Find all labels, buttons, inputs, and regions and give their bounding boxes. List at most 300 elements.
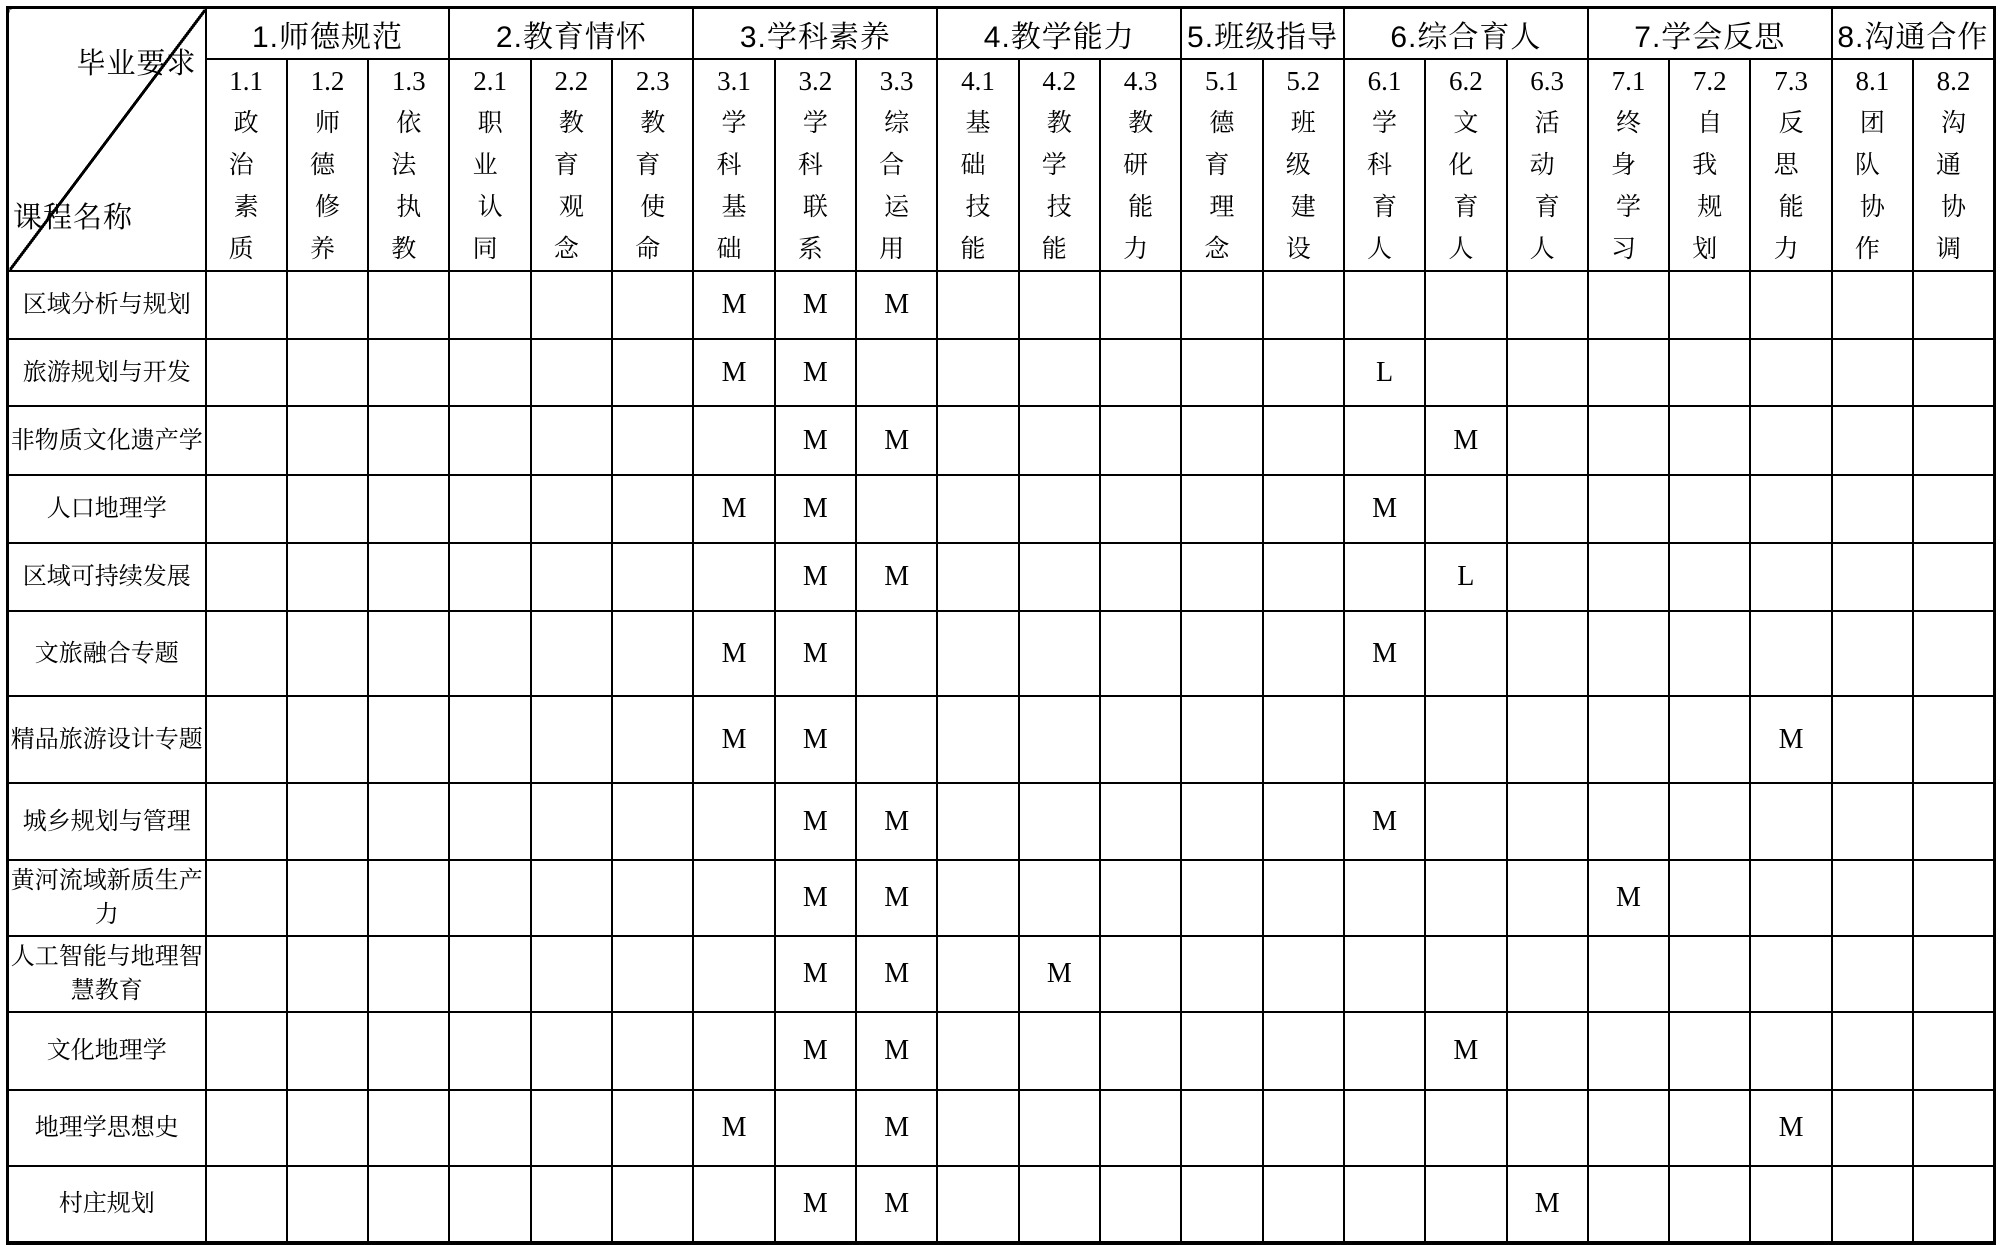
mark-cell-7.3 (1750, 1166, 1831, 1243)
mark-cell-2.3 (612, 1166, 693, 1243)
mark-cell-4.2 (1019, 783, 1100, 860)
mark-cell-7.1 (1588, 696, 1669, 783)
group-header-4: 4.教学能力 (937, 8, 1181, 60)
course-row (8, 406, 1995, 475)
mark-cell-2.3 (612, 936, 693, 1012)
mark-cell-8.2 (1913, 406, 1994, 475)
mark-cell-4.1 (937, 1090, 1018, 1166)
mark-cell-7.3 (1750, 543, 1831, 611)
mark-cell-3.2: M (775, 1012, 856, 1090)
mark-cell-1.3 (368, 1012, 449, 1090)
mark-cell-1.1 (206, 611, 287, 696)
mark-cell-2.2 (531, 475, 612, 543)
mark-cell-2.2 (531, 271, 612, 339)
mark-cell-6.3 (1507, 936, 1588, 1012)
mark-cell-7.2 (1669, 406, 1750, 475)
mark-cell-1.3 (368, 1090, 449, 1166)
mark-cell-6.2 (1425, 696, 1506, 783)
mark-cell-4.3 (1100, 475, 1181, 543)
group-header-2: 2.教育情怀 (449, 8, 693, 60)
mark-cell-3.2: M (775, 1166, 856, 1243)
mark-cell-3.1 (693, 406, 774, 475)
mark-cell-2.2 (531, 860, 612, 936)
mark-cell-1.1 (206, 936, 287, 1012)
indicator-code: 1.1 (229, 66, 264, 96)
mark-cell-3.1: M (693, 611, 774, 696)
mark-cell-6.3 (1507, 1090, 1588, 1166)
indicator-name-line2: 联系 (797, 192, 838, 263)
indicator-code: 2.1 (473, 66, 507, 96)
mark-cell-4.2 (1019, 543, 1100, 611)
mark-cell-8.2 (1913, 475, 1994, 543)
mark-cell-2.1 (449, 543, 530, 611)
mark-cell-2.1 (449, 696, 530, 783)
mark-cell-4.3 (1100, 339, 1181, 406)
indicator-code: 3.3 (879, 66, 914, 96)
group-header-7: 7.学会反思 (1588, 8, 1832, 60)
mark-cell-6.2 (1425, 783, 1506, 860)
mark-cell-2.3 (612, 271, 693, 339)
indicator-name-line1: 学科 (1367, 108, 1408, 179)
course-name-cell: 人口地理学 (8, 475, 206, 543)
mark-cell-4.3 (1100, 783, 1181, 860)
mark-cell-7.2 (1669, 1166, 1750, 1243)
mark-cell-2.3 (612, 543, 693, 611)
mark-cell-6.2: M (1425, 406, 1506, 475)
mark-cell-1.2 (287, 1090, 368, 1166)
mark-cell-1.3 (368, 271, 449, 339)
mark-cell-7.3 (1750, 783, 1831, 860)
mark-cell-1.2 (287, 406, 368, 475)
mark-cell-5.1 (1181, 783, 1262, 860)
mark-cell-1.2 (287, 339, 368, 406)
mark-cell-5.2 (1263, 475, 1344, 543)
mark-cell-3.2: M (775, 271, 856, 339)
mark-cell-3.3: M (856, 406, 937, 475)
mark-cell-1.1 (206, 696, 287, 783)
mark-cell-1.1 (206, 271, 287, 339)
mark-cell-2.2 (531, 406, 612, 475)
course-name-cell: 文旅融合专题 (8, 611, 206, 696)
mark-cell-6.3 (1507, 339, 1588, 406)
mark-cell-2.3 (612, 783, 693, 860)
indicator-name-line1: 教育 (635, 108, 676, 179)
mark-cell-4.1 (937, 543, 1018, 611)
group-header-6: 6.综合育人 (1344, 8, 1588, 60)
indicator-code: 3.1 (717, 66, 751, 96)
indicator-header-row (8, 59, 1995, 271)
mark-cell-5.2 (1263, 1090, 1344, 1166)
mark-cell-6.1 (1344, 1166, 1425, 1243)
mark-cell-5.2 (1263, 611, 1344, 696)
mark-cell-1.2 (287, 1166, 368, 1243)
indicator-name-line2: 学习 (1610, 192, 1651, 263)
mark-cell-1.3 (368, 339, 449, 406)
mark-cell-7.2 (1669, 475, 1750, 543)
mark-cell-6.1 (1344, 271, 1425, 339)
indicator-name-line2: 建设 (1285, 192, 1326, 263)
mark-cell-3.1 (693, 1166, 774, 1243)
indicator-name-line1: 学科 (797, 108, 838, 179)
mark-cell-6.2 (1425, 339, 1506, 406)
indicator-name-line2: 理念 (1204, 192, 1245, 263)
mark-cell-4.3 (1100, 1090, 1181, 1166)
mark-cell-3.3: M (856, 783, 937, 860)
mark-cell-6.2 (1425, 860, 1506, 936)
mark-cell-7.1 (1588, 1012, 1669, 1090)
indicator-header-3.1 (693, 59, 774, 271)
indicator-header-5.1 (1181, 59, 1262, 271)
mark-cell-7.1 (1588, 543, 1669, 611)
mark-cell-1.1 (206, 1012, 287, 1090)
course-row (8, 1012, 1995, 1090)
mark-cell-2.2 (531, 611, 612, 696)
course-row (8, 783, 1995, 860)
mark-cell-7.1 (1588, 1166, 1669, 1243)
mark-cell-4.2 (1019, 1166, 1100, 1243)
course-row (8, 339, 1995, 406)
mark-cell-1.2 (287, 936, 368, 1012)
indicator-name-line1: 综合 (879, 108, 920, 179)
mark-cell-7.3 (1750, 1012, 1831, 1090)
mark-cell-2.1 (449, 936, 530, 1012)
mark-cell-4.2 (1019, 860, 1100, 936)
course-row (8, 696, 1995, 783)
mark-cell-7.3 (1750, 339, 1831, 406)
indicator-name-line1: 学科 (716, 108, 757, 179)
indicator-header-4.3 (1100, 59, 1181, 271)
mark-cell-1.3 (368, 696, 449, 783)
mark-cell-8.1 (1832, 1166, 1913, 1243)
mark-cell-6.1 (1344, 1012, 1425, 1090)
mark-cell-8.1 (1832, 696, 1913, 783)
mark-cell-4.3 (1100, 543, 1181, 611)
mark-cell-3.1: M (693, 271, 774, 339)
mark-cell-4.1 (937, 1012, 1018, 1090)
mark-cell-4.3 (1100, 406, 1181, 475)
indicator-name-line1: 沟通 (1936, 108, 1977, 179)
mark-cell-5.1 (1181, 696, 1262, 783)
indicator-name-line1: 自我 (1692, 108, 1733, 179)
indicator-name-line1: 师德 (309, 108, 350, 179)
mark-cell-6.3 (1507, 543, 1588, 611)
mark-cell-2.2 (531, 783, 612, 860)
indicator-name-line1: 教学 (1041, 108, 1082, 179)
mark-cell-6.1: M (1344, 475, 1425, 543)
mark-cell-7.2 (1669, 1090, 1750, 1166)
mark-cell-2.1 (449, 1166, 530, 1243)
indicator-header-8.2 (1913, 59, 1994, 271)
indicator-name-line2: 基础 (716, 192, 757, 263)
mark-cell-2.1 (449, 475, 530, 543)
indicator-header-6.3 (1507, 59, 1588, 271)
course-name-cell: 精品旅游设计专题 (8, 696, 206, 783)
mark-cell-1.3 (368, 1166, 449, 1243)
mark-cell-3.1: M (693, 1090, 774, 1166)
mark-cell-4.2 (1019, 339, 1100, 406)
indicator-name-line1: 德育 (1204, 108, 1245, 179)
mark-cell-3.3: M (856, 1166, 937, 1243)
indicator-name-line1: 职业 (472, 108, 513, 179)
mark-cell-3.2: M (775, 696, 856, 783)
mark-cell-3.3 (856, 611, 937, 696)
mark-cell-5.2 (1263, 339, 1344, 406)
mark-cell-6.2 (1425, 936, 1506, 1012)
mark-cell-7.2 (1669, 860, 1750, 936)
mark-cell-8.1 (1832, 543, 1913, 611)
indicator-name-line2: 规划 (1692, 192, 1733, 263)
indicator-name-line1: 反思 (1773, 108, 1814, 179)
mark-cell-4.2 (1019, 1012, 1100, 1090)
indicator-header-3.3 (856, 59, 937, 271)
mark-cell-3.2: M (775, 543, 856, 611)
table-header (8, 8, 1995, 272)
indicator-code: 6.3 (1530, 66, 1565, 96)
indicator-code: 4.3 (1123, 66, 1158, 96)
mark-cell-3.1 (693, 936, 774, 1012)
indicator-name-line2: 育人 (1367, 192, 1408, 263)
mark-cell-6.3 (1507, 611, 1588, 696)
mark-cell-4.1 (937, 271, 1018, 339)
indicator-header-2.2 (531, 59, 612, 271)
mark-cell-1.2 (287, 1012, 368, 1090)
mark-cell-3.3 (856, 475, 937, 543)
indicator-header-2.1 (449, 59, 530, 271)
mark-cell-2.3 (612, 860, 693, 936)
mark-cell-3.2: M (775, 611, 856, 696)
mark-cell-6.2 (1425, 475, 1506, 543)
mark-cell-1.3 (368, 936, 449, 1012)
mark-cell-7.2 (1669, 696, 1750, 783)
indicator-header-5.2 (1263, 59, 1344, 271)
mark-cell-2.1 (449, 271, 530, 339)
course-name-cell: 地理学思想史 (8, 1090, 206, 1166)
mark-cell-3.2: M (775, 406, 856, 475)
mark-cell-1.3 (368, 543, 449, 611)
course-name-cell: 区域分析与规划 (8, 271, 206, 339)
mark-cell-3.2 (775, 1090, 856, 1166)
mark-cell-2.1 (449, 611, 530, 696)
mark-cell-5.1 (1181, 339, 1262, 406)
mark-cell-8.1 (1832, 339, 1913, 406)
group-header-5: 5.班级指导 (1181, 8, 1344, 60)
indicator-name-line2: 修养 (309, 192, 350, 263)
indicator-name-line2: 能力 (1123, 192, 1164, 263)
mark-cell-6.3 (1507, 783, 1588, 860)
mark-cell-1.3 (368, 475, 449, 543)
group-header-1: 1.师德规范 (206, 8, 450, 60)
mark-cell-8.2 (1913, 1090, 1994, 1166)
mark-cell-7.1: M (1588, 860, 1669, 936)
mark-cell-4.2 (1019, 1090, 1100, 1166)
mark-cell-8.2 (1913, 1166, 1994, 1243)
mark-cell-7.1 (1588, 1090, 1669, 1166)
mark-cell-7.1 (1588, 406, 1669, 475)
indicator-name-line1: 团队 (1854, 108, 1895, 179)
indicator-header-2.3 (612, 59, 693, 271)
mark-cell-7.3 (1750, 406, 1831, 475)
mark-cell-2.1 (449, 339, 530, 406)
course-name-cell: 区域可持续发展 (8, 543, 206, 611)
mark-cell-6.3 (1507, 860, 1588, 936)
mark-cell-8.1 (1832, 860, 1913, 936)
course-name-cell: 人工智能与地理智慧教育 (8, 936, 206, 1012)
course-row (8, 1090, 1995, 1166)
mark-cell-6.1 (1344, 1090, 1425, 1166)
mark-cell-2.1 (449, 1090, 530, 1166)
mark-cell-4.3 (1100, 860, 1181, 936)
mark-cell-3.2: M (775, 475, 856, 543)
mark-cell-1.3 (368, 860, 449, 936)
mark-cell-8.2 (1913, 543, 1994, 611)
mark-cell-7.3: M (1750, 1090, 1831, 1166)
mark-cell-4.2 (1019, 696, 1100, 783)
mark-cell-8.2 (1913, 1012, 1994, 1090)
mark-cell-1.2 (287, 783, 368, 860)
indicator-code: 6.2 (1448, 66, 1483, 96)
mark-cell-3.3: M (856, 1012, 937, 1090)
mark-cell-7.3 (1750, 475, 1831, 543)
mark-cell-6.1 (1344, 543, 1425, 611)
mark-cell-7.2 (1669, 339, 1750, 406)
mark-cell-6.3 (1507, 475, 1588, 543)
mark-cell-3.1: M (693, 475, 774, 543)
mark-cell-8.1 (1832, 406, 1913, 475)
indicator-code: 8.1 (1855, 66, 1890, 96)
mark-cell-8.1 (1832, 271, 1913, 339)
mark-cell-1.1 (206, 543, 287, 611)
mark-cell-6.1: M (1344, 611, 1425, 696)
mark-cell-5.1 (1181, 1090, 1262, 1166)
mark-cell-3.2: M (775, 936, 856, 1012)
indicator-name-line2: 技能 (1041, 192, 1082, 263)
mark-cell-6.2 (1425, 611, 1506, 696)
mark-cell-6.3 (1507, 406, 1588, 475)
mark-cell-3.3: M (856, 543, 937, 611)
mark-cell-1.2 (287, 696, 368, 783)
course-name-cell: 黄河流域新质生产力 (8, 860, 206, 936)
mark-cell-1.2 (287, 860, 368, 936)
indicator-header-7.2 (1669, 59, 1750, 271)
mark-cell-4.2 (1019, 611, 1100, 696)
mark-cell-4.2: M (1019, 936, 1100, 1012)
mark-cell-4.2 (1019, 271, 1100, 339)
indicator-name-line2: 育人 (1529, 192, 1570, 263)
mark-cell-5.2 (1263, 936, 1344, 1012)
mark-cell-1.1 (206, 1166, 287, 1243)
mark-cell-5.2 (1263, 696, 1344, 783)
group-header-3: 3.学科素养 (693, 8, 937, 60)
mark-cell-2.1 (449, 1012, 530, 1090)
indicator-code: 7.2 (1692, 66, 1727, 96)
indicator-header-6.2 (1425, 59, 1506, 271)
mark-cell-5.2 (1263, 1166, 1344, 1243)
mark-cell-6.3 (1507, 271, 1588, 339)
mark-cell-1.3 (368, 783, 449, 860)
indicator-header-1.2 (287, 59, 368, 271)
mark-cell-3.1: M (693, 696, 774, 783)
indicator-code: 1.3 (391, 66, 426, 96)
mark-cell-8.1 (1832, 611, 1913, 696)
mark-cell-8.2 (1913, 271, 1994, 339)
requirement-group-header-row (8, 8, 1995, 60)
mark-cell-2.1 (449, 783, 530, 860)
mark-cell-6.1 (1344, 936, 1425, 1012)
mark-cell-4.1 (937, 696, 1018, 783)
mark-cell-1.1 (206, 860, 287, 936)
mark-cell-3.3 (856, 696, 937, 783)
mark-cell-4.1 (937, 1166, 1018, 1243)
mark-cell-4.2 (1019, 406, 1100, 475)
indicator-code: 7.3 (1774, 66, 1808, 96)
course-name-cell: 城乡规划与管理 (8, 783, 206, 860)
indicator-header-7.1 (1588, 59, 1669, 271)
mark-cell-7.2 (1669, 611, 1750, 696)
mark-cell-7.2 (1669, 936, 1750, 1012)
mark-cell-3.1 (693, 783, 774, 860)
indicator-name-line2: 素质 (228, 192, 269, 263)
mark-cell-4.3 (1100, 1166, 1181, 1243)
mark-cell-2.2 (531, 696, 612, 783)
indicator-code: 5.2 (1286, 66, 1321, 96)
mark-cell-1.1 (206, 406, 287, 475)
mark-cell-5.1 (1181, 860, 1262, 936)
course-row (8, 611, 1995, 696)
mark-cell-8.1 (1832, 475, 1913, 543)
course-requirement-mapping-table (6, 6, 1996, 1245)
indicator-code: 8.2 (1936, 66, 1971, 96)
indicator-header-7.3 (1750, 59, 1831, 271)
mark-cell-2.2 (531, 1090, 612, 1166)
indicator-code: 4.1 (961, 66, 995, 96)
corner-label-graduation-requirements: 毕业要求 (76, 48, 197, 80)
mark-cell-7.1 (1588, 271, 1669, 339)
mark-cell-8.2 (1913, 783, 1994, 860)
mark-cell-5.1 (1181, 1166, 1262, 1243)
mark-cell-7.3 (1750, 611, 1831, 696)
mark-cell-6.2: L (1425, 543, 1506, 611)
mark-cell-5.1 (1181, 543, 1262, 611)
mark-cell-4.3 (1100, 611, 1181, 696)
mark-cell-6.2 (1425, 1090, 1506, 1166)
mark-cell-8.1 (1832, 1012, 1913, 1090)
mark-cell-3.1 (693, 543, 774, 611)
corner-label-course-name: 课程名称 (13, 202, 134, 234)
mark-cell-6.3: M (1507, 1166, 1588, 1243)
curriculum-matrix-wrapper (6, 6, 1996, 1245)
mark-cell-6.1 (1344, 406, 1425, 475)
mark-cell-7.3 (1750, 271, 1831, 339)
mark-cell-4.1 (937, 860, 1018, 936)
mark-cell-7.2 (1669, 1012, 1750, 1090)
mark-cell-1.1 (206, 783, 287, 860)
mark-cell-7.1 (1588, 936, 1669, 1012)
mark-cell-2.2 (531, 1012, 612, 1090)
mark-cell-1.1 (206, 475, 287, 543)
indicator-code: 7.1 (1611, 66, 1646, 96)
mark-cell-3.1 (693, 860, 774, 936)
mark-cell-2.3 (612, 339, 693, 406)
mark-cell-3.3: M (856, 1090, 937, 1166)
mark-cell-8.2 (1913, 860, 1994, 936)
mark-cell-4.3 (1100, 1012, 1181, 1090)
mark-cell-5.2 (1263, 543, 1344, 611)
course-name-cell: 非物质文化遗产学 (8, 406, 206, 475)
indicator-code: 2.2 (554, 66, 589, 96)
mark-cell-3.1 (693, 1012, 774, 1090)
mark-cell-7.1 (1588, 783, 1669, 860)
indicator-header-1.3 (368, 59, 449, 271)
